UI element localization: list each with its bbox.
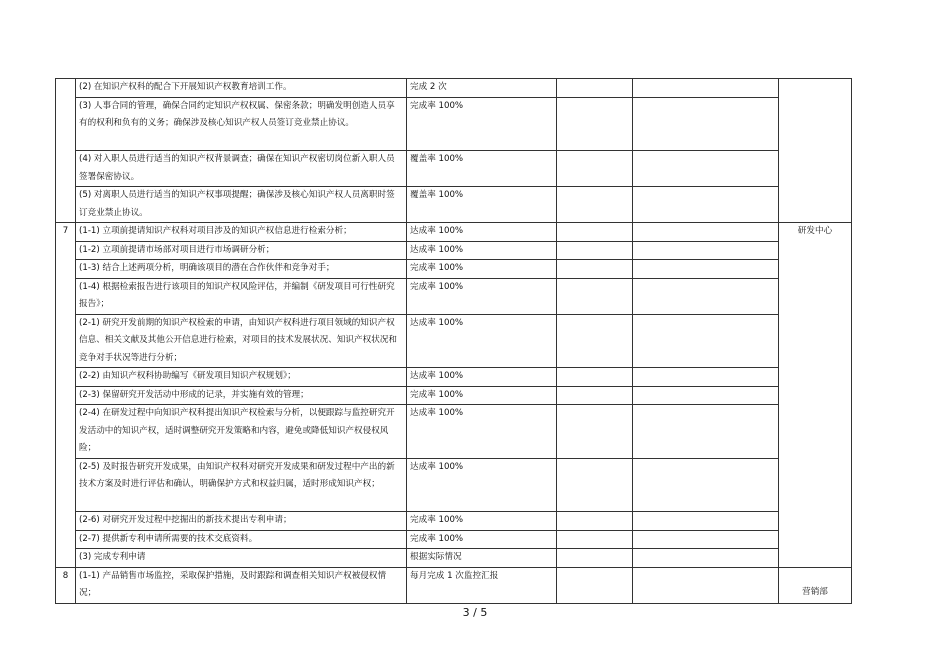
blank-cell [557, 278, 633, 314]
task-description-cell: (2-3) 保留研究开发活动中形成的记录，并实施有效的管理； [76, 386, 407, 405]
task-description-cell: (4) 对入职人员进行适当的知识产权背景调查；确保在知识产权密切岗位新入职人员签署保密协议。 [76, 151, 407, 187]
responsibility-table [55, 78, 852, 604]
task-description-cell: (3) 完成专利申请 [76, 549, 407, 568]
blank-cell [633, 241, 779, 260]
blank-cell [633, 314, 779, 368]
task-description-cell: (2) 在知识产权科的配合下开展知识产权教育培训工作。 [76, 79, 407, 98]
table-row [56, 97, 852, 151]
task-description-cell: (1-1) 立项前提请知识产权科对项目涉及的知识产权信息进行检索分析； [76, 223, 407, 242]
blank-cell [633, 549, 779, 568]
assessment-standard-cell: 完成 2 次 [407, 79, 557, 98]
assessment-standard-cell: 完成率 100% [407, 260, 557, 279]
table-row [56, 405, 852, 459]
blank-cell [557, 97, 633, 151]
blank-cell [633, 79, 779, 98]
blank-cell [557, 405, 633, 459]
task-description-cell: (1-3) 结合上述两项分析，明确该项目的潜在合作伙伴和竞争对手； [76, 260, 407, 279]
blank-cell [633, 187, 779, 223]
blank-cell [633, 151, 779, 187]
assessment-standard-cell: 每月完成 1 次监控汇报 [407, 567, 557, 603]
blank-cell [633, 97, 779, 151]
blank-cell [557, 368, 633, 387]
assessment-standard-cell: 达成率 100% [407, 405, 557, 459]
blank-cell [633, 260, 779, 279]
blank-cell [557, 458, 633, 512]
blank-cell [633, 458, 779, 512]
blank-cell [557, 386, 633, 405]
assessment-standard-cell: 完成率 100% [407, 278, 557, 314]
assessment-standard-cell: 覆盖率 100% [407, 187, 557, 223]
blank-cell [557, 260, 633, 279]
task-description-cell: (2-7) 提供新专利申请所需要的技术交底资料。 [76, 530, 407, 549]
page-number: 3 / 5 [462, 606, 488, 619]
item-number-cell [56, 79, 76, 223]
blank-cell [633, 386, 779, 405]
assessment-standard-cell: 达成率 100% [407, 368, 557, 387]
table-row [56, 458, 852, 512]
blank-cell [557, 241, 633, 260]
table-row [56, 151, 852, 187]
blank-cell [633, 223, 779, 242]
task-description-cell: (2-4) 在研发过程中向知识产权科提出知识产权检索与分析，以便跟踪与监控研究开发活动中的知识产权，适时调整研究开发策略和内容，避免或降低知识产权侵权风险； [76, 405, 407, 459]
blank-cell [557, 151, 633, 187]
task-description-cell: (5) 对离职人员进行适当的知识产权事项提醒；确保涉及核心知识产权人员离职时签订竞业禁止协议。 [76, 187, 407, 223]
table-row [56, 530, 852, 549]
assessment-standard-cell: 完成率 100% [407, 512, 557, 531]
table-row [56, 260, 852, 279]
blank-cell [633, 278, 779, 314]
table-row [56, 567, 852, 603]
table-row [56, 549, 852, 568]
blank-cell [633, 405, 779, 459]
blank-cell [557, 314, 633, 368]
table-row [56, 314, 852, 368]
assessment-standard-cell: 达成率 100% [407, 223, 557, 242]
task-description-cell: (1-2) 立项前提请市场部对项目进行市场调研分析； [76, 241, 407, 260]
assessment-standard-cell: 完成率 100% [407, 386, 557, 405]
task-description-cell: (1-4) 根据检索报告进行该项目的知识产权风险评估，并编制《研发项目可行性研究报告》； [76, 278, 407, 314]
blank-cell [633, 512, 779, 531]
table-row [56, 79, 852, 98]
table-row [56, 223, 852, 242]
item-number-cell: 7 [56, 223, 76, 568]
responsible-department-cell: 营销部 [779, 567, 852, 603]
assessment-standard-cell: 达成率 100% [407, 241, 557, 260]
blank-cell [557, 549, 633, 568]
assessment-standard-cell: 达成率 100% [407, 458, 557, 512]
table-row [56, 386, 852, 405]
task-description-cell: (3) 人事合同的管理，确保合同约定知识产权权属、保密条款；明确发明创造人员享有的权利和负有的义务；确保涉及核心知识产权人员签订竞业禁止协议。 [76, 97, 407, 151]
task-description-cell: (2-5) 及时报告研究开发成果，由知识产权科对研究开发成果和研发过程中产出的新技术方案及时进行评估和确认，明确保护方式和权益归属，适时形成知识产权； [76, 458, 407, 512]
blank-cell [633, 567, 779, 603]
blank-cell [557, 223, 633, 242]
table-row [56, 187, 852, 223]
table-row [56, 368, 852, 387]
table-row [56, 512, 852, 531]
assessment-standard-cell: 覆盖率 100% [407, 151, 557, 187]
responsible-department-cell [779, 79, 852, 223]
blank-cell [633, 368, 779, 387]
assessment-standard-cell: 完成率 100% [407, 97, 557, 151]
blank-cell [557, 79, 633, 98]
task-description-cell: (1-1) 产品销售市场监控，采取保护措施，及时跟踪和调查相关知识产权被侵权情况； [76, 567, 407, 603]
blank-cell [557, 530, 633, 549]
assessment-standard-cell: 完成率 100% [407, 530, 557, 549]
table-row [56, 278, 852, 314]
blank-cell [557, 567, 633, 603]
blank-cell [557, 512, 633, 531]
task-description-cell: (2-2) 由知识产权科协助编写《研发项目知识产权规划》； [76, 368, 407, 387]
task-description-cell: (2-1) 研究开发前期的知识产权检索的申请，由知识产权科进行项目领域的知识产权信息、相关文献及其他公开信息进行检索，对项目的技术发展状况、知识产权状况和竞争对手状况等进行分析； [76, 314, 407, 368]
responsible-department-cell: 研发中心 [779, 223, 852, 568]
table-row [56, 241, 852, 260]
blank-cell [633, 530, 779, 549]
assessment-standard-cell: 达成率 100% [407, 314, 557, 368]
table-body [56, 79, 852, 604]
assessment-standard-cell: 根据实际情况 [407, 549, 557, 568]
item-number-cell: 8 [56, 567, 76, 603]
task-description-cell: (2-6) 对研究开发过程中挖掘出的新技术提出专利申请； [76, 512, 407, 531]
blank-cell [557, 187, 633, 223]
